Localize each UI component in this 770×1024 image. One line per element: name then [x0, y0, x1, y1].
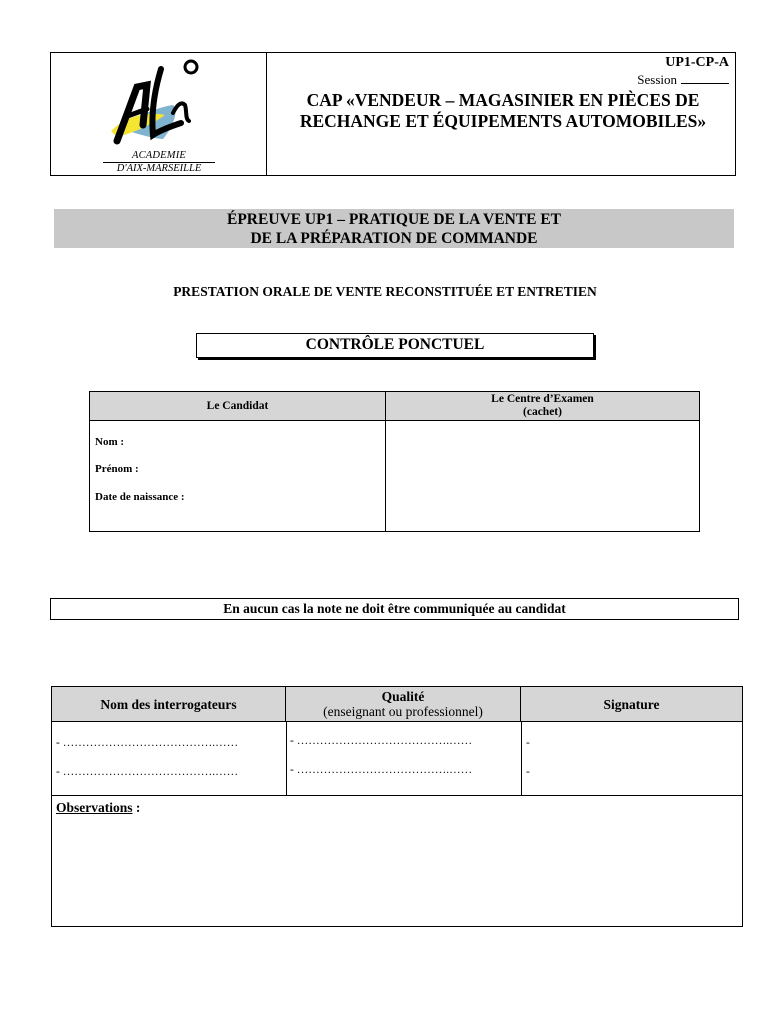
session-label: Session — [637, 72, 677, 87]
column-divider — [521, 722, 522, 795]
session-blank-line — [681, 73, 729, 84]
cap-title-line1: CAP «VENDEUR – MAGASINIER EN PIÈCES DE — [306, 90, 700, 110]
cap-title — [273, 90, 733, 132]
epreuve-title-line1: ÉPREUVE UP1 – PRATIQUE DE LA VENTE ET — [226, 211, 562, 228]
interrogator-name-2[interactable]: - ………………………………….…… — [56, 766, 239, 778]
column-divider — [286, 722, 287, 795]
candidate-prenom-field[interactable]: Prénom : — [95, 463, 139, 475]
interrogator-signature-2[interactable]: - — [526, 766, 530, 778]
quality-header-title: Qualité — [381, 689, 425, 704]
epreuve-title-line2: DE LA PRÉPARATION DE COMMANDE — [250, 230, 538, 247]
header-box — [50, 52, 736, 176]
row-separator — [52, 795, 742, 796]
candidate-table — [89, 391, 700, 532]
cap-title-line2: RECHANGE ET ÉQUIPEMENTS AUTOMOBILES» — [299, 111, 707, 131]
quality-header-subtitle: (enseignant ou professionnel) — [323, 704, 483, 719]
prestation-subtitle: PRESTATION ORALE DE VENTE RECONSTITUÉE ET ENTRETIEN — [173, 284, 597, 299]
candidate-nom-field[interactable]: Nom : — [95, 436, 125, 448]
candidate-header: Le Candidat — [90, 392, 386, 421]
candidate-birthdate-field[interactable]: Date de naissance : — [95, 491, 185, 503]
epreuve-title — [54, 210, 734, 248]
exam-center-stamp-area[interactable] — [386, 421, 699, 531]
observations-colon: : — [132, 800, 141, 815]
interrogator-quality-2[interactable]: - ………………………………….…… — [290, 764, 473, 776]
document-code: UP1-CP-A — [665, 55, 729, 70]
interrogator-quality-1[interactable]: - ………………………………….…… — [290, 735, 473, 747]
logo-cell — [51, 53, 267, 175]
confidentiality-warning: En aucun cas la note ne doit être communiquée au candidat — [50, 598, 739, 620]
controle-ponctuel-box: CONTRÔLE PONCTUEL — [196, 333, 594, 358]
interrogator-signature-1[interactable]: - — [526, 737, 530, 749]
signature-header: Signature — [521, 687, 742, 722]
interrogator-name-header: Nom des interrogateurs — [52, 687, 286, 722]
exam-center-header-line1: Le Centre d’Examen — [491, 393, 594, 405]
exam-center-header — [386, 392, 699, 421]
exam-center-header-line2: (cachet) — [523, 406, 562, 418]
observations-label-text: Observations — [56, 800, 133, 815]
academy-logo — [107, 55, 211, 151]
observations-label — [56, 800, 140, 816]
interrogator-name-1[interactable]: - ………………………………….…… — [56, 737, 239, 749]
quality-header — [286, 687, 521, 722]
observations-area[interactable] — [52, 817, 742, 925]
session-field — [637, 72, 729, 88]
academy-name-line1: ACADEMIE — [131, 150, 187, 161]
interrogators-table — [51, 686, 743, 927]
candidate-fields-cell — [90, 421, 386, 531]
academy-name-line2: D'AIX-MARSEILLE — [103, 162, 215, 174]
